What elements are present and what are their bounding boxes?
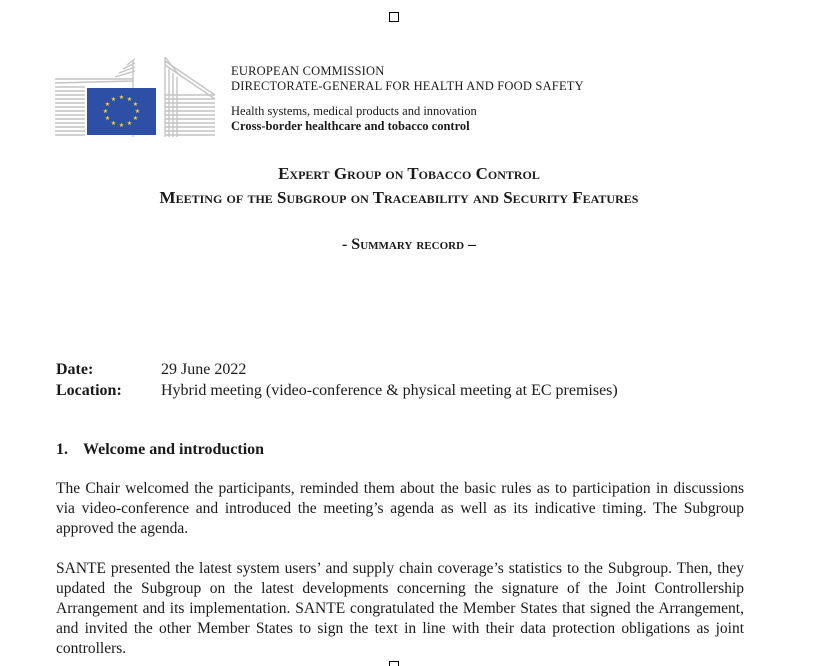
svg-text:★: ★ xyxy=(104,115,111,122)
svg-text:★: ★ xyxy=(118,122,125,129)
svg-text:★: ★ xyxy=(132,115,139,122)
section-heading xyxy=(56,441,264,459)
date-row xyxy=(56,359,618,380)
document-subtitle: - Summary record – xyxy=(341,236,477,253)
svg-text:★: ★ xyxy=(126,96,133,103)
page-marker-bottom xyxy=(389,661,399,666)
paragraph: The Chair welcomed the participants, reminded them about the basic rules as to participation in discussions via video-conference and introduced the meeting’s agenda as well as its indicative timing. The Subgroup approved the agenda. xyxy=(56,480,744,537)
page-marker-top xyxy=(389,12,399,22)
svg-text:★: ★ xyxy=(118,94,125,101)
document-title-line-1: Expert Group on Tobacco Control xyxy=(278,164,540,183)
subunit-name: Cross-border healthcare and tobacco control xyxy=(231,119,470,133)
meeting-meta xyxy=(56,359,618,401)
svg-text:★: ★ xyxy=(102,108,109,115)
date-label: Date: xyxy=(56,361,94,378)
directorate-name: DIRECTORATE-GENERAL FOR HEALTH AND FOOD SAFETY xyxy=(231,79,584,93)
european-commission-logo-icon xyxy=(55,55,215,137)
header-block xyxy=(231,64,584,134)
unit-name: Health systems, medical products and innovation xyxy=(231,104,477,118)
location-row xyxy=(56,380,618,401)
document-title-line-2: Meeting of the Subgroup on Traceability and Security Features xyxy=(159,188,639,207)
location-value: Hybrid meeting (video-conference & physical meeting at EC premises) xyxy=(161,382,618,399)
paragraph: SANTE presented the latest system users’ and supply chain coverage’s statistics to the Subgroup. Then, they updated the Subgroup on the latest developments concerning the signature of the Joint Controllership Arrangement and its implementation. SANTE congratulated the Member States that signed the Arrangement, and invited the other Member States to sign the text in line with their data protection obligations as joint controllers. xyxy=(56,560,744,657)
section-number: 1. xyxy=(56,441,68,458)
svg-text:★: ★ xyxy=(134,108,141,115)
organization-name: EUROPEAN COMMISSION xyxy=(231,64,385,78)
svg-text:★: ★ xyxy=(104,101,111,108)
svg-text:★: ★ xyxy=(132,101,139,108)
svg-text:★: ★ xyxy=(110,120,117,127)
date-value: 29 June 2022 xyxy=(161,361,247,378)
section-title: Welcome and introduction xyxy=(83,441,265,458)
location-label: Location: xyxy=(56,382,122,399)
svg-text:★: ★ xyxy=(110,96,117,103)
svg-text:★: ★ xyxy=(126,120,133,127)
